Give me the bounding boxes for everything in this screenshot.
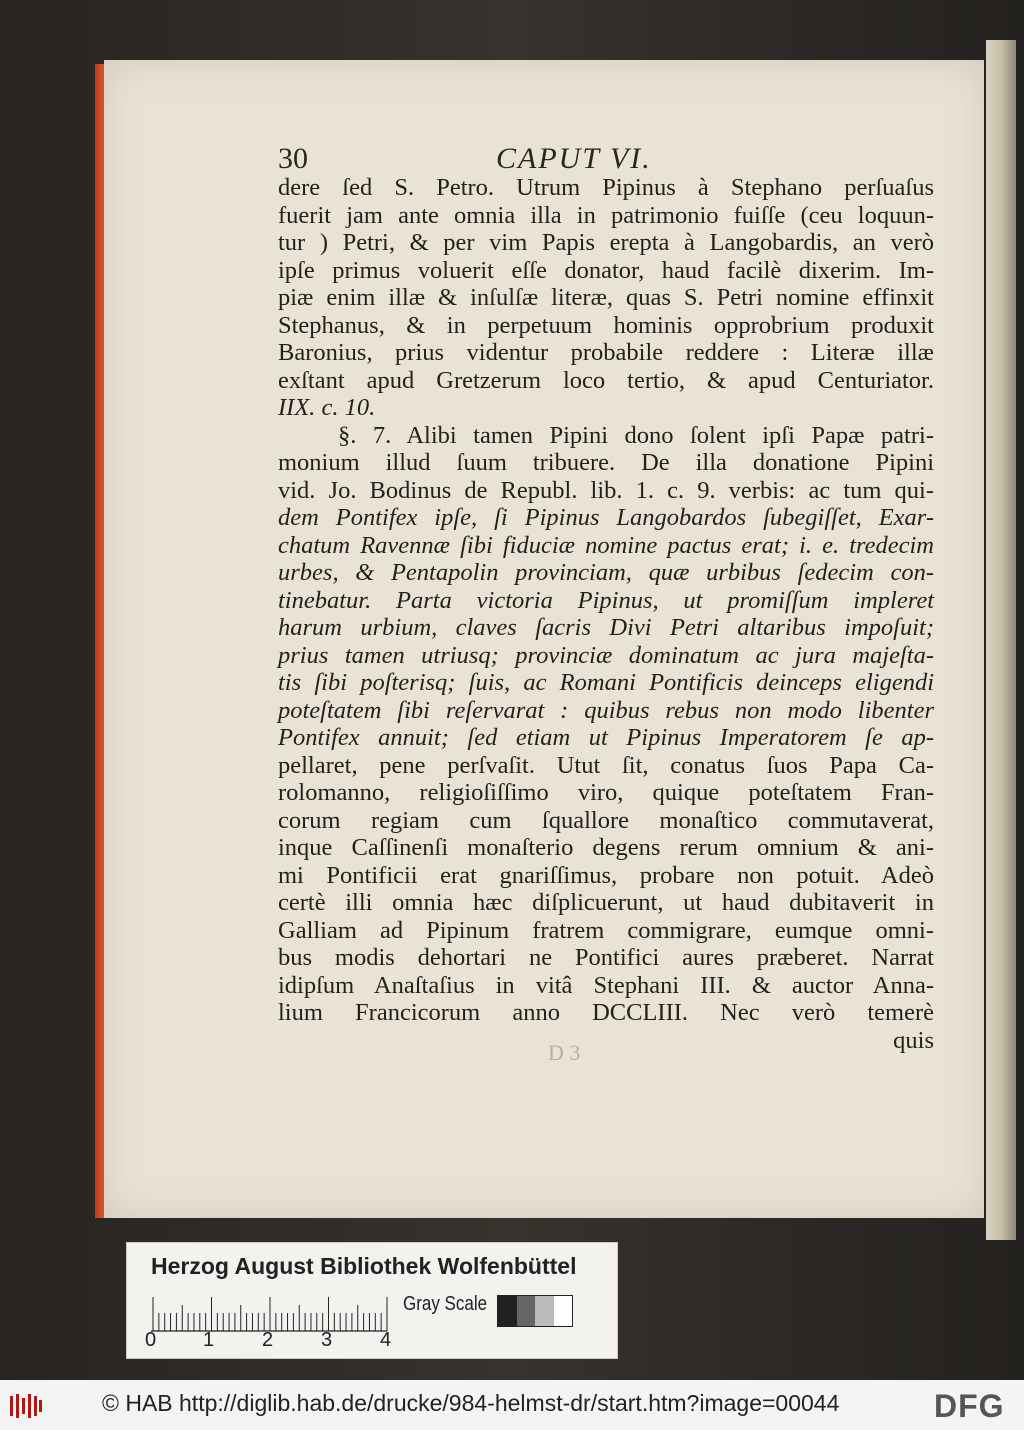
ruler-number: 4 — [380, 1329, 392, 1351]
text-line: Stephanus, & in perpetuum hominis opprobrium produxit — [278, 311, 934, 339]
signature-mark: D 3 — [548, 1040, 581, 1065]
copyright-url-text: © HAB http://diglib.hab.de/drucke/984-helmst-dr/start.htm?image=00044 — [102, 1390, 840, 1416]
text-line: ipſe primus voluerit eſſe donator, haud facilè dixerim. Im- — [278, 256, 934, 284]
text-line: dem Pontifex ipſe, ſi Pipinus Langobardos ſubegiſſet, Exar- — [278, 504, 934, 531]
text-line: idipſum Anaſtaſius in vitâ Stephani III. & auctor Anna- — [278, 971, 934, 999]
gray-patch — [535, 1296, 554, 1326]
text-line: Pontifex annuit; ſed etiam ut Pipinus Imperatorem ſe ap- — [278, 724, 934, 751]
paragraph-start-line: §. 7. Alibi tamen Pipini dono ſolent ipſi Papæ patri- — [338, 421, 934, 449]
text-line: mi Pontificii erat gnariſſimus, probare non potuit. Adeò — [278, 861, 934, 889]
text-line: Galliam ad Pipinum fratrem commigrare, eumque omni- — [278, 916, 934, 944]
facing-page-edge — [986, 40, 1016, 1240]
ruler-number: 0 — [145, 1329, 157, 1351]
text-line: fuerit jam ante omnia illa in patrimonio fuiſſe (ceu loquun- — [278, 201, 934, 229]
text-line: certè illi omnia hæc diſplicuerunt, ut haud dubitaverit in — [278, 889, 934, 916]
text-line: dere ſed S. Petro. Utrum Pipinus à Stephano perſuaſus — [278, 174, 934, 201]
running-head: CAPUT VI. — [496, 142, 652, 175]
hab-logo-icon — [8, 1392, 44, 1420]
text-line: tinebatur. Parta victoria Pipinus, ut promiſſum impleret — [278, 586, 934, 614]
text-line: IIX. c. 10. — [278, 394, 376, 421]
page-body-text — [278, 174, 934, 1054]
library-name: Herzog August Bibliothek Wolfenbüttel — [151, 1253, 577, 1279]
text-line: piæ enim illæ & inſulſæ literæ, quas S. Petri nomine effinxit — [278, 284, 934, 311]
page-number: 30 — [278, 142, 308, 175]
text-line: poteſtatem ſibi reſervarat : quibus rebus non modo libenter — [278, 696, 934, 724]
text-line: corum regiam cum ſquallore monaſtico commutaverat, — [278, 806, 934, 834]
footer-bar — [0, 1380, 1024, 1430]
text-line: vid. Jo. Bodinus de Republ. lib. 1. c. 9. verbis: ac tum qui- — [278, 476, 934, 504]
text-line: urbes, & Pentapolin provinciam, quæ urbibus ſedecim con- — [278, 559, 934, 586]
ruler-scale — [151, 1293, 391, 1333]
text-line: lium Francicorum anno DCCLIII. Nec verò temerè — [278, 999, 934, 1026]
dfg-logo: DFG — [934, 1388, 1005, 1424]
text-line: pellaret, pene perſvaſit. Utut ſit, conatus ſuos Papa Ca- — [278, 751, 934, 779]
ruler-number: 1 — [203, 1329, 215, 1351]
text-line: rolomanno, religioſiſſimo viro, quique poteſtatem Fran- — [278, 779, 934, 806]
gray-scale-label: Gray Scale — [403, 1293, 488, 1315]
text-line: tur ) Petri, & per vim Papis erepta à Langobardis, an verò — [278, 229, 934, 256]
text-line: prius tamen utriusq; provinciæ dominatum ac jura majeſta- — [278, 641, 934, 669]
text-line: monium illud ſuum tribuere. De illa donatione Pipini — [278, 449, 934, 476]
text-line: tis ſibi poſterisq; ſuis, ac Romani Pontificis deinceps eligendi — [278, 669, 934, 696]
ruler-numbers — [145, 1329, 405, 1353]
gray-scale-patches — [497, 1295, 573, 1327]
text-line: bus modis dehortari ne Pontifici aures præberet. Narrat — [278, 944, 934, 971]
ruler-number: 2 — [262, 1329, 274, 1351]
ruler-number: 3 — [321, 1329, 333, 1351]
gray-patch — [554, 1296, 573, 1326]
text-line: exſtant apud Gretzerum loco tertio, & apud Centuriator. — [278, 366, 934, 394]
gray-patch — [517, 1296, 536, 1326]
library-label-card — [126, 1242, 618, 1359]
text-line: inque Caſſinenſi monaſterio degens rerum omnium & ani- — [278, 834, 934, 861]
catchword: quis — [893, 1026, 934, 1054]
text-line: Baronius, prius videntur probabile reddere : Literæ illæ — [278, 339, 934, 366]
text-line: chatum Ravennæ ſibi fiduciæ nomine pactus erat; i. e. tredecim — [278, 531, 934, 559]
gray-patch — [498, 1296, 517, 1326]
text-line: harum urbium, claves ſacris Divi Petri altaribus impoſuit; — [278, 614, 934, 641]
